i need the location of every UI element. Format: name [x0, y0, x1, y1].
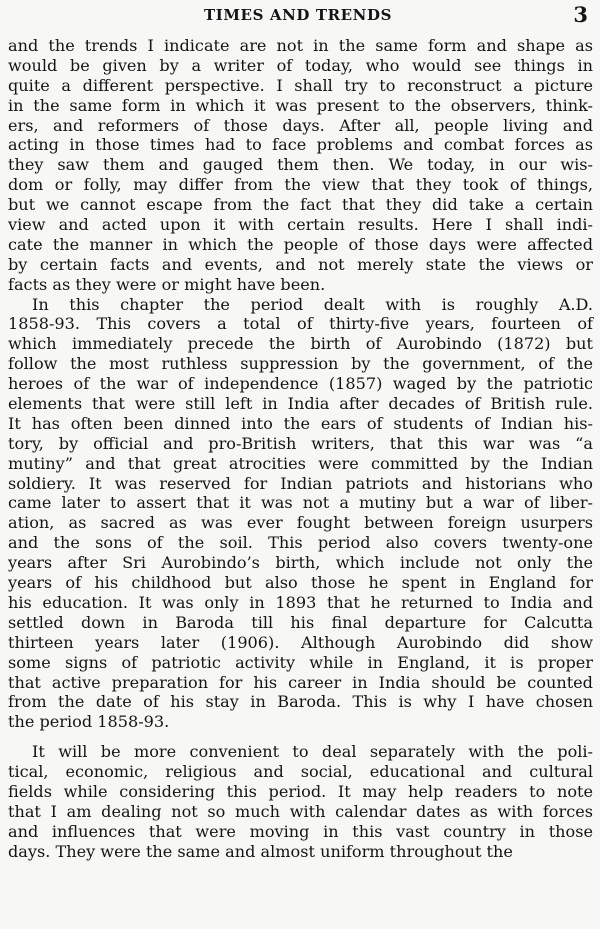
- text-line: and the trends I indicate are not in the same form and shape as: [8, 36, 593, 55]
- text-line: facts as they were or might have been.: [8, 274, 326, 294]
- text-line: soldiery. It was reserved for Indian patriots and historians who: [8, 473, 593, 493]
- paragraph: [8, 295, 593, 733]
- text-line: which immediately precede the birth of Aurobindo (1872) but: [8, 334, 593, 354]
- text-line: tory, by official and pro-British writers, that this war was “a: [8, 433, 593, 453]
- text-line: days. They were the same and almost uniform throughout the: [8, 841, 513, 861]
- text-line: years after Sri Aurobindo’s birth, which include not only the: [8, 553, 593, 573]
- text-line: by certain facts and events, and not merely state the views or: [8, 254, 593, 274]
- text-line: years of his childhood but also those he spent in England for: [8, 573, 593, 593]
- text-line: ers, and reformers of those days. After all, people living and: [8, 115, 593, 135]
- text-line: elements that were still left in India after decades of British rule.: [8, 394, 593, 414]
- text-line: and influences that were moving in this vast country in those: [8, 821, 593, 841]
- text-line: that I am dealing not so much with calendar dates as with forces: [8, 801, 593, 821]
- text-line: acting in those times had to face problems and combat forces as: [8, 135, 593, 155]
- text-line: 1858-93. This covers a total of thirty-five years, fourteen of: [8, 314, 593, 334]
- text-line: the period 1858-93.: [8, 712, 170, 732]
- text-line: view and acted upon it with certain results. Here I shall indi-: [8, 215, 593, 235]
- text-line: came later to assert that it was not a mutiny but a war of liber-: [8, 493, 593, 513]
- text-line: In this chapter the period dealt with is roughly A.D.: [32, 294, 593, 314]
- text-line: follow the most ruthless suppression by the government, of the: [8, 354, 593, 374]
- text-line: they saw them and gauged them then. We today, in our wis-: [8, 155, 593, 175]
- text-line: fields while considering this period. It may help readers to note: [8, 781, 593, 801]
- text-line: thirteen years later (1906). Although Aurobindo did show: [8, 632, 593, 652]
- paragraph: [8, 36, 593, 295]
- body-text: [8, 36, 593, 862]
- text-line: and the sons of the soil. This period also covers twenty-one: [8, 533, 593, 553]
- text-line: would be given by a writer of today, who would see things in: [8, 55, 593, 75]
- text-line: settled down in Baroda till his final departure for Calcutta: [8, 612, 593, 632]
- text-line: heroes of the war of independence (1857) waged by the patriotic: [8, 374, 593, 394]
- text-line: ation, as sacred as was ever fought between foreign usurpers: [8, 513, 593, 533]
- running-head: TIMES AND TRENDS: [203, 6, 393, 24]
- text-line: It will be more convenient to deal separately with the poli-: [32, 742, 593, 762]
- text-line: but we cannot escape from the fact that they did take a certain: [8, 195, 593, 215]
- text-line: that active preparation for his career in India should be counted: [8, 672, 593, 692]
- text-line: mutiny” and that great atrocities were committed by the Indian: [8, 453, 593, 473]
- paragraph-spacer: [8, 732, 593, 742]
- page-number: 3: [573, 2, 588, 27]
- text-line: some signs of patriotic activity while in England, it is proper: [8, 652, 593, 672]
- paragraph: [8, 742, 593, 861]
- page-header: [8, 4, 588, 30]
- text-line: in the same form in which it was present to the observers, think-: [8, 95, 593, 115]
- text-line: from the date of his stay in Baroda. This is why I have chosen: [8, 692, 593, 712]
- text-line: cate the manner in which the people of those days were affected: [8, 234, 593, 254]
- text-line: It has often been dinned into the ears of students of Indian his-: [8, 413, 593, 433]
- text-line: quite a different perspective. I shall try to reconstruct a picture: [8, 75, 593, 95]
- text-line: dom or folly, may differ from the view that they took of things,: [8, 175, 593, 195]
- text-line: tical, economic, religious and social, educational and cultural: [8, 762, 593, 782]
- text-line: his education. It was only in 1893 that he returned to India and: [8, 592, 593, 612]
